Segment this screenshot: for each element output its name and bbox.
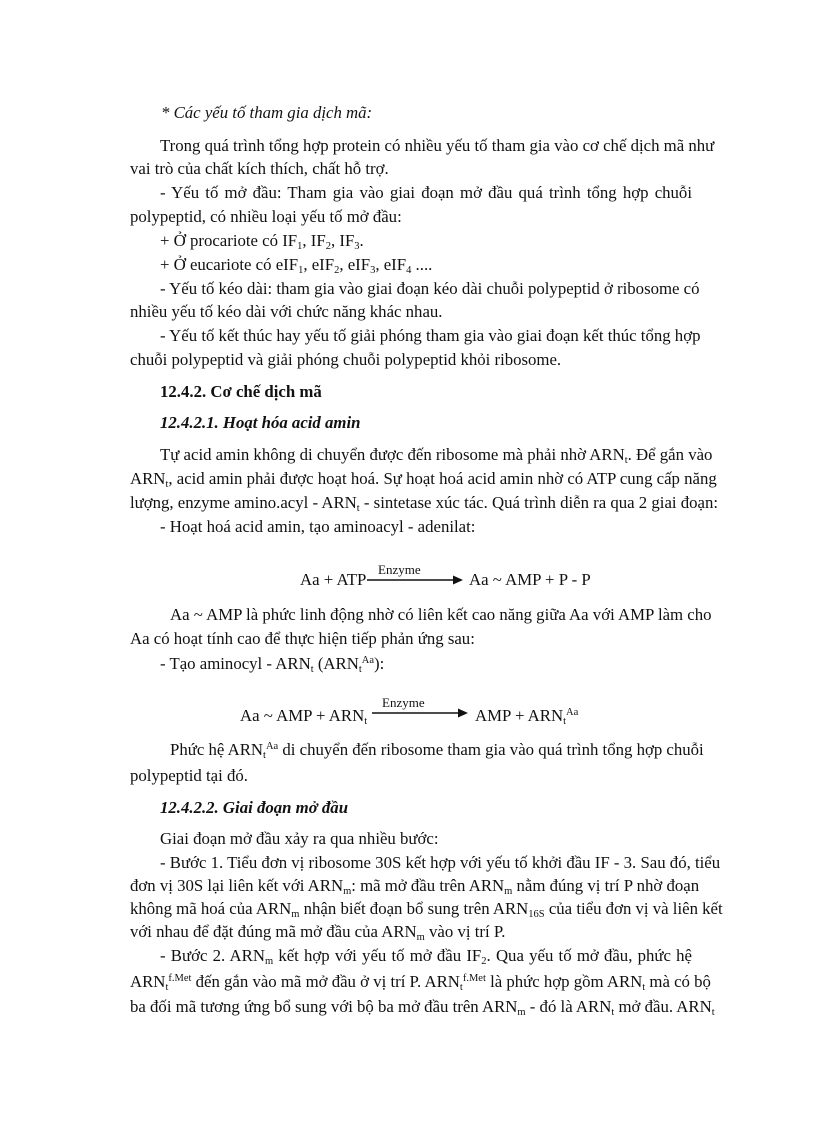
step1-line-4: với nhau để đặt đúng mã mở đầu của $ARN_m$ vào vị trí P. (130, 922, 506, 943)
init-factor-line-1: - Yếu tố mở đầu: Tham gia vào giai đoạn mở đầu quá trình tổng hợp chuỗi (160, 183, 692, 202)
intro-line-2: vai trò của chất kích thích, chất hỗ trợ. (130, 159, 389, 178)
eq2-left: Aa ~ AMP + $ARN_t$ (240, 706, 368, 727)
complex-line-2: polypeptid tại đó. (130, 766, 248, 785)
eq2-enzyme-label: Enzyme (382, 695, 425, 710)
section-12-4-2-1: 12.4.2.1. Hoạt hóa acid amin (160, 413, 361, 432)
amp-line-2: Aa có hoạt tính cao để thực hiện tiếp phản ứng sau: (130, 629, 475, 648)
prokaryote-factors: + Ở procariote có $IF_1$, $IF_2$, $IF_3$. (160, 231, 364, 252)
step2-line-3: ba đối mã tương ứng bổ sung với bộ ba mở đầu trên $ARN_m$ - đó là $ARN_t$ mở đầu. $ARN_t$ (130, 997, 715, 1018)
step-aminocyl: - Tạo aminocyl - $ARN_t$ $(ARN_t^{Aa})$: (160, 654, 385, 675)
section-12-4-2-2: 12.4.2.2. Giai đoạn mở đầu (160, 798, 349, 817)
eq1-right: Aa ~ AMP + P - P (469, 570, 591, 589)
section-12-4-2: 12.4.2. Cơ chế dịch mã (160, 382, 322, 401)
step2-line-1: - Bước 2. $ARN_m$ kết hợp với yếu tố mở đầu $IF_2$. Qua yếu tố mở đầu, phức hệ (160, 946, 692, 967)
elongation-line-1: - Yếu tố kéo dài: tham gia vào giai đoạn kéo dài chuỗi polypeptid ở ribosome có (160, 279, 700, 298)
step-adenilat: - Hoạt hoá acid amin, tạo aminoacyl - adenilat: (160, 517, 476, 536)
activation-line-2: $ARN_t$, acid amin phải được hoạt hoá. Sự hoạt hoá acid amin nhờ có ATP cung cấp năng (130, 469, 717, 490)
eq2-reaction-arrow (372, 707, 468, 719)
step2-line-2: $ARN_t^{f.Met}$ đến gắn vào mã mở đầu ở vị trí P. $ARN_t^{f.Met}$ là phức hợp gồm $ARN_t$ mà có bộ (130, 972, 711, 993)
complex-line-1: Phức hệ $ARN_t^{Aa}$ di chuyển đến ribosome tham gia vào quá trình tổng hợp chuỗi (170, 740, 704, 761)
eq2-right: AMP + $ARN_t^{Aa}$ (475, 706, 579, 727)
elongation-line-2: nhiều yếu tố kéo dài với chức năng khác nhau. (130, 302, 443, 321)
termination-line-1: - Yếu tố kết thúc hay yếu tố giải phóng tham gia vào giai đoạn kết thúc tổng hợp (160, 326, 701, 345)
eq1-enzyme-label: Enzyme (378, 562, 421, 577)
termination-line-2: chuỗi polypeptid và giải phóng chuỗi polypeptid khỏi ribosome. (130, 350, 562, 369)
amp-line-1: Aa ~ AMP là phức linh động nhờ có liên kết cao năng giữa Aa với AMP làm cho (170, 605, 712, 624)
activation-line-3: lượng, enzyme amino.acyl - $ARN_t$ - sintetase xúc tác. Quá trình diễn ra qua 2 giai đoạn: (130, 493, 719, 514)
stages-intro: Giai đoạn mở đầu xảy ra qua nhiều bước: (160, 829, 439, 848)
eukaryote-factors: + Ở eucariote có eIF$_1$, eIF$_2$, eIF$_3$, eIF$_4$ .... (160, 255, 433, 276)
step1-line-1: - Bước 1. Tiểu đơn vị ribosome 30S kết hợp với yếu tố khởi đầu IF - 3. Sau đó, tiểu (160, 853, 721, 872)
eq1-left: Aa + ATP (300, 570, 367, 589)
init-factor-line-2: polypeptid, có nhiều loại yếu tố mở đầu: (130, 207, 402, 226)
factors-heading: * Các yếu tố tham gia dịch mã: (161, 103, 373, 122)
intro-line-1: Trong quá trình tổng hợp protein có nhiều yếu tố tham gia vào cơ chế dịch mã như (160, 136, 715, 155)
step1-line-3: không mã hoá của $ARN_m$ nhận biết đoạn bổ sung trên $ARN_{16S}$ của tiểu đơn vị và liên kết (130, 899, 723, 920)
activation-line-1: Tự acid amin không di chuyển được đến ribosome mà phải nhờ $ARN_t$. Để gắn vào (160, 445, 713, 466)
eq1-reaction-arrow (367, 574, 463, 586)
step1-line-2: đơn vị 30S lại liên kết với $ARN_m$: mã mở đầu trên $ARN_m$ nằm đúng vị trí P nhờ đoạn (130, 876, 700, 897)
